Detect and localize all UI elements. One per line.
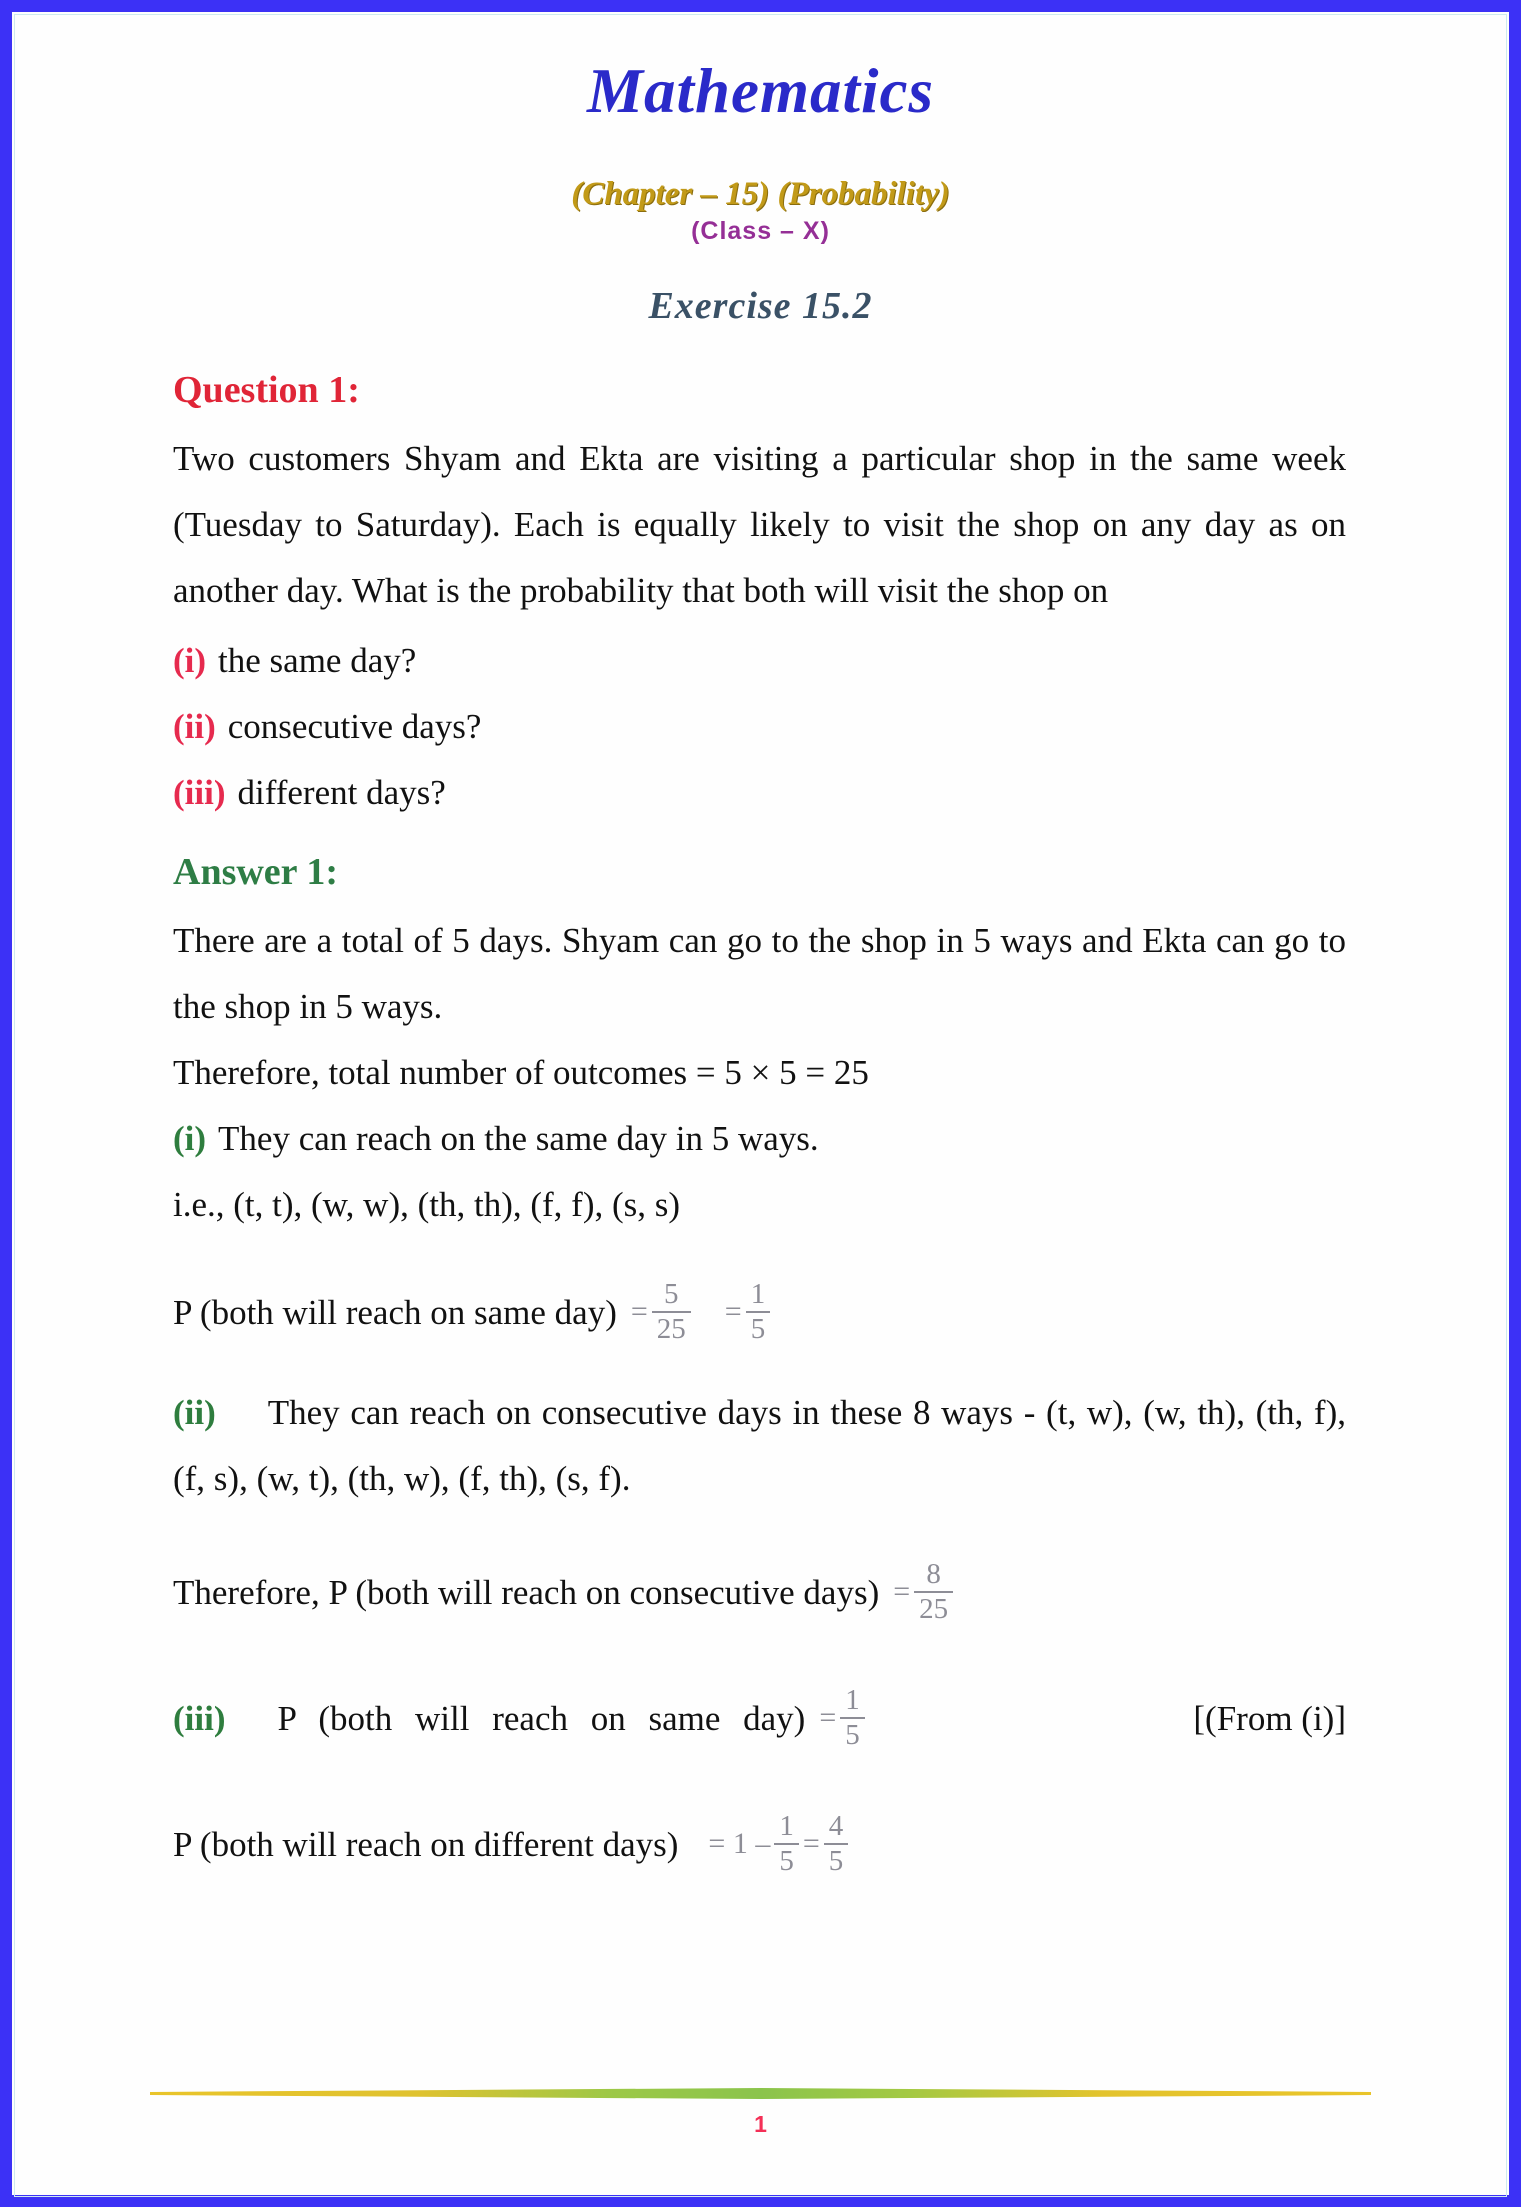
equation-label: P (both will reach on different days) — [173, 1824, 679, 1864]
answer-part1-line — [173, 1106, 1346, 1172]
item-marker: (iii) — [173, 773, 226, 812]
answer-outcomes-line: Therefore, total number of outcomes = 5 × 5 = 25 — [173, 1053, 869, 1092]
page-footer — [15, 2088, 1506, 2196]
answer-intro: There are a total of 5 days. Shyam can go to the shop in 5 ways and Ekta can go to the shop in 5 ways. — [173, 921, 1346, 1026]
part3-marker: (iii) — [173, 1698, 226, 1738]
equals-sign: = — [630, 1295, 648, 1328]
equation-label: P (both will reach on same day) — [173, 1292, 617, 1332]
part1-marker: (i) — [173, 1119, 207, 1158]
item-text: different days? — [237, 773, 446, 812]
question-item — [173, 694, 1346, 760]
equals-sign: = — [819, 1701, 837, 1734]
content-area — [173, 328, 1346, 1890]
fraction: $\frac{1}{5}$ — [774, 1810, 799, 1879]
page-title: Mathematics — [586, 56, 934, 126]
from-reference-note: [(From (i)] — [1193, 1698, 1346, 1738]
fraction-8-25 — [893, 1558, 957, 1627]
equals-sign: = — [893, 1575, 911, 1608]
page-inner-frame — [14, 14, 1507, 2197]
chapter-subtitle: (Chapter – 15) (Probability) — [571, 176, 950, 212]
question-item-list — [173, 628, 1346, 826]
question-item — [173, 628, 1346, 694]
class-subtitle: (Class – X) — [691, 217, 830, 245]
divider-rule — [150, 2088, 1371, 2099]
part2-marker: (ii) — [173, 1393, 216, 1432]
equation-label: P (both will reach on same day) — [277, 1698, 806, 1738]
equation-part3-same-day — [173, 1672, 1346, 1764]
equation-same-day — [173, 1266, 1346, 1358]
equation-consecutive-days — [173, 1546, 1346, 1638]
equals-sign: = — [724, 1295, 742, 1328]
fraction: $\frac{1}{5}$ — [840, 1684, 865, 1753]
fraction-1-5 — [725, 1278, 774, 1347]
fraction: $\frac{8}{25}$ — [914, 1558, 953, 1627]
part2-text: They can reach on consecutive days in these 8 ways - (t, w), (w, th), (th, f), (f, s), (w, t), (th, w), (f, th), (s, f). — [173, 1393, 1346, 1498]
answer-part1-enumeration: i.e., (t, t), (w, w), (th, th), (f, f), (s, s) — [173, 1185, 681, 1224]
item-marker: (ii) — [173, 707, 216, 746]
equation-different-days — [173, 1798, 1346, 1890]
question-text: Two customers Shyam and Ekta are visiting a particular shop in the same week (Tuesday to Saturday). Each is equally likely to visit the shop on any day as on another day. What is the probability that both will visit the shop on — [173, 439, 1346, 610]
fraction-1-5 — [819, 1684, 868, 1753]
fraction-5-25 — [631, 1278, 695, 1347]
answer-heading: Answer 1: — [173, 851, 339, 893]
part1-text: They can reach on the same day in 5 ways. — [218, 1119, 819, 1158]
page-number: 1 — [754, 2111, 767, 2137]
question-heading: Question 1: — [173, 369, 360, 411]
expression-1-minus-1-5 — [708, 1810, 852, 1879]
fraction: $\frac{5}{25}$ — [652, 1278, 691, 1347]
equation-label: Therefore, P (both will reach on consecutive days) — [173, 1572, 880, 1612]
exercise-heading: Exercise 15.2 — [648, 285, 873, 327]
equation-prefix: = 1 – — [708, 1827, 771, 1860]
question-item — [173, 760, 1346, 826]
item-marker: (i) — [173, 641, 207, 680]
fraction: $\frac{4}{5}$ — [824, 1810, 849, 1879]
item-text: the same day? — [218, 641, 417, 680]
item-text: consecutive days? — [227, 707, 482, 746]
equals-sign: = — [802, 1827, 820, 1860]
fraction: $\frac{1}{5}$ — [746, 1278, 771, 1347]
answer-part2-line — [173, 1380, 1346, 1512]
